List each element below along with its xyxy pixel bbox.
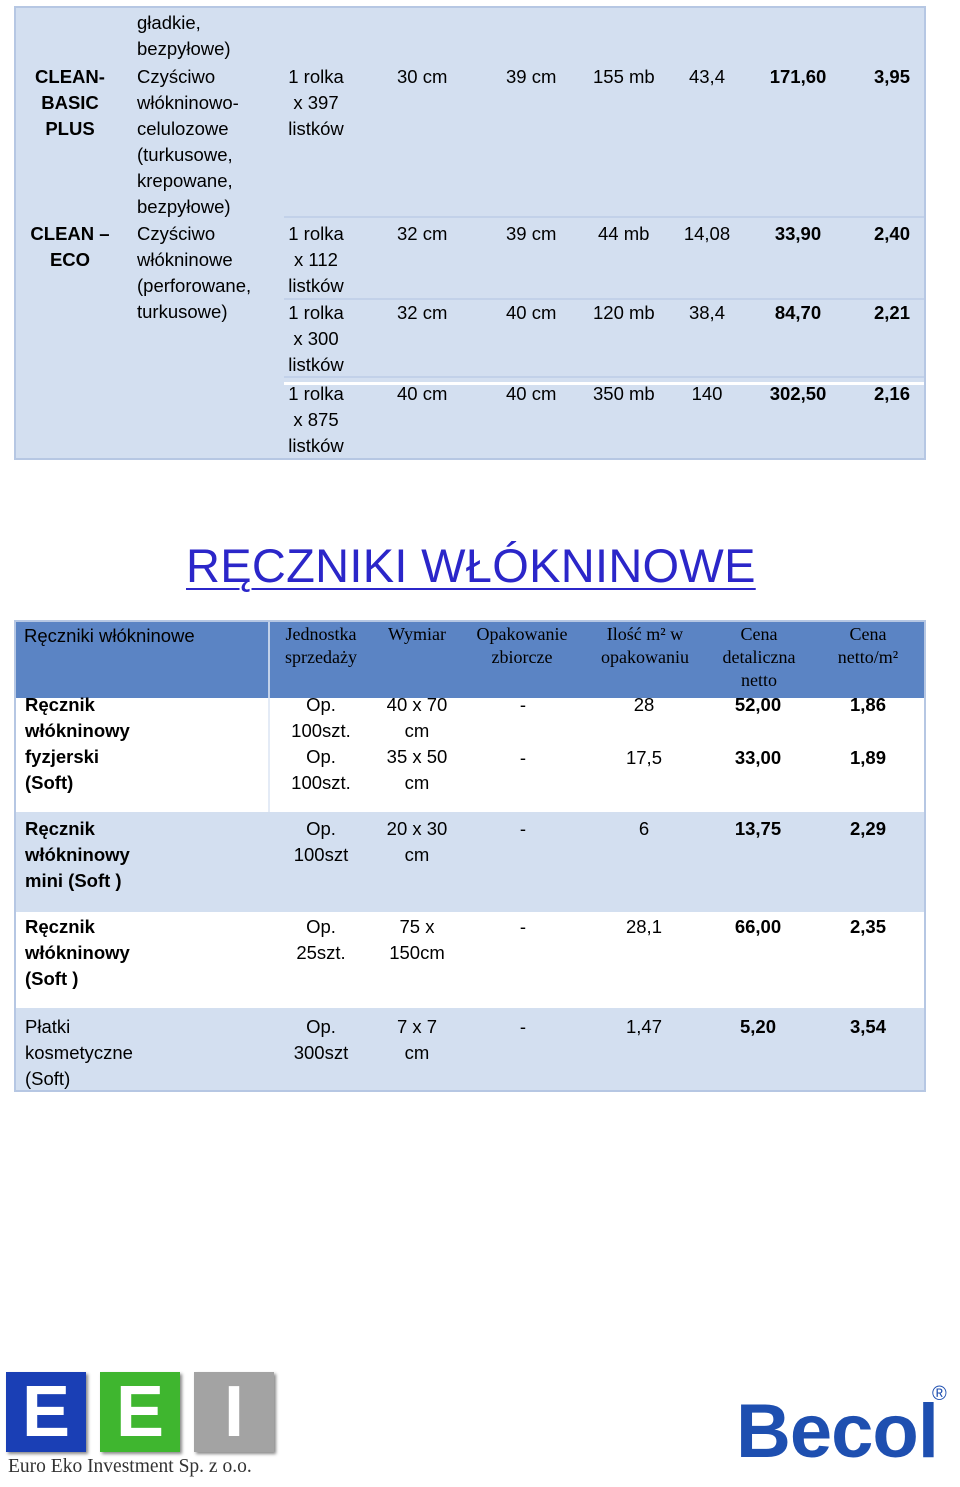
area-cell: 14,08 <box>683 223 731 244</box>
net-price-cell: 1,86 <box>849 694 886 715</box>
retail-price-cell: 33,00 <box>734 747 782 768</box>
column-divider <box>268 698 270 812</box>
unit-cell: 1 rolka x 300 listków <box>288 302 344 375</box>
row-separator <box>284 216 924 218</box>
eei-tile-grey <box>194 1372 274 1452</box>
bulk-cell: - <box>519 1016 527 1037</box>
area-cell: 43,4 <box>688 66 725 87</box>
fragment-line: gładkie, <box>137 12 201 33</box>
header-unit: Jednostka sprzedaży <box>285 624 357 667</box>
height-cell: 40 cm <box>506 383 557 404</box>
becol-logo <box>736 1385 956 1475</box>
price-per-m2-cell: 3,95 <box>873 66 910 87</box>
retail-price-cell: 52,00 <box>734 694 782 715</box>
qty-cell: 28,1 <box>625 916 662 937</box>
product-name: Płatki kosmetyczne (Soft) <box>25 1016 133 1089</box>
price-cell: 84,70 <box>774 302 822 323</box>
height-cell: 40 cm <box>506 302 557 323</box>
becol-wordmark: Becol <box>736 1389 938 1474</box>
height-cell: 39 cm <box>506 66 557 87</box>
bulk-cell: - <box>519 818 527 839</box>
unit-cell: 1 rolka x 875 listków <box>288 383 344 456</box>
unit-cell: Op. 100szt <box>293 818 349 865</box>
width-cell: 32 cm <box>397 223 448 244</box>
length-cell: 44 mb <box>598 223 650 244</box>
price-per-m2-cell: 2,40 <box>873 223 910 244</box>
section-title: RĘCZNIKI WŁÓKNINOWE <box>186 539 756 592</box>
qty-cell: 17,5 <box>625 747 662 768</box>
header-net: Cena netto/m² <box>837 624 899 667</box>
product-name: CLEAN – ECO <box>30 223 110 270</box>
price-per-m2-cell: 2,16 <box>873 383 910 404</box>
area-cell: 38,4 <box>688 302 725 323</box>
size-cell: 7 x 7 cm <box>396 1016 438 1063</box>
header-size: Wymiar <box>388 624 446 644</box>
width-cell: 32 cm <box>397 302 448 323</box>
net-price-cell: 3,54 <box>849 1016 886 1037</box>
price-cell: 171,60 <box>769 66 827 87</box>
unit-cell: Op. 100szt. Op. 100szt. <box>291 694 351 793</box>
row-separator <box>284 376 924 378</box>
product-name: Ręcznik włókninowy fyzjerski (Soft) <box>25 694 130 793</box>
net-price-cell: 1,89 <box>849 747 886 768</box>
price-per-m2-cell: 2,21 <box>873 302 910 323</box>
qty-cell: 28 <box>633 694 655 715</box>
area-cell: 140 <box>691 383 723 404</box>
product-name: CLEAN- BASIC PLUS <box>35 66 105 139</box>
product-description: Czyściwo włókninowe (perforowane, turkusowe) <box>137 223 252 322</box>
product-name: Ręcznik włókninowy (Soft ) <box>25 916 130 989</box>
retail-price-cell: 66,00 <box>734 916 782 937</box>
retail-price-cell: 5,20 <box>739 1016 776 1037</box>
unit-cell: 1 rolka x 112 listków <box>288 223 344 296</box>
bulk-cell: - <box>519 747 527 768</box>
eei-letter: E <box>21 1372 71 1452</box>
unit-cell: Op. 25szt. <box>296 916 346 963</box>
size-cell: 75 x 150cm <box>389 916 445 963</box>
eei-letter: I <box>223 1372 244 1452</box>
fragment-line: bezpyłowe) <box>137 38 231 59</box>
size-cell: 20 x 30 cm <box>386 818 448 865</box>
net-price-cell: 2,29 <box>849 818 886 839</box>
product-name: Ręcznik włókninowy mini (Soft ) <box>25 818 130 891</box>
header-product: Ręczniki włókninowe <box>24 625 195 646</box>
size-cell: 40 x 70 cm 35 x 50 cm <box>386 694 448 793</box>
unit-cell: 1 rolka x 397 listków <box>288 66 344 139</box>
length-cell: 120 mb <box>593 302 655 323</box>
registered-mark: ® <box>932 1383 947 1405</box>
width-cell: 30 cm <box>397 66 448 87</box>
eei-logo <box>6 1368 278 1480</box>
header-bulk: Opakowanie zbiorcze <box>476 624 568 667</box>
qty-cell: 1,47 <box>625 1016 662 1037</box>
eei-letter: E <box>115 1372 165 1452</box>
eei-tile-green <box>100 1372 180 1452</box>
eei-tile-blue <box>6 1372 86 1452</box>
net-price-cell: 2,35 <box>849 916 886 937</box>
bulk-cell: - <box>519 694 527 715</box>
bulk-cell: - <box>519 916 527 937</box>
price-cell: 33,90 <box>774 223 822 244</box>
retail-price-cell: 13,75 <box>734 818 782 839</box>
length-cell: 155 mb <box>593 66 655 87</box>
header-retail: Cena detaliczna netto <box>722 624 796 690</box>
unit-cell: Op. 300szt <box>293 1016 349 1063</box>
header-qty: Ilość m² w opakowaniu <box>601 624 689 667</box>
qty-cell: 6 <box>638 818 650 839</box>
eei-caption: Euro Eko Investment Sp. z o.o. <box>8 1456 252 1477</box>
height-cell: 39 cm <box>506 223 557 244</box>
length-cell: 350 mb <box>593 383 655 404</box>
width-cell: 40 cm <box>397 383 448 404</box>
price-cell: 302,50 <box>769 383 827 404</box>
product-description: Czyściwo włókninowo- celulozowe (turkusowe, krepowane, bezpyłowe) <box>137 66 239 217</box>
